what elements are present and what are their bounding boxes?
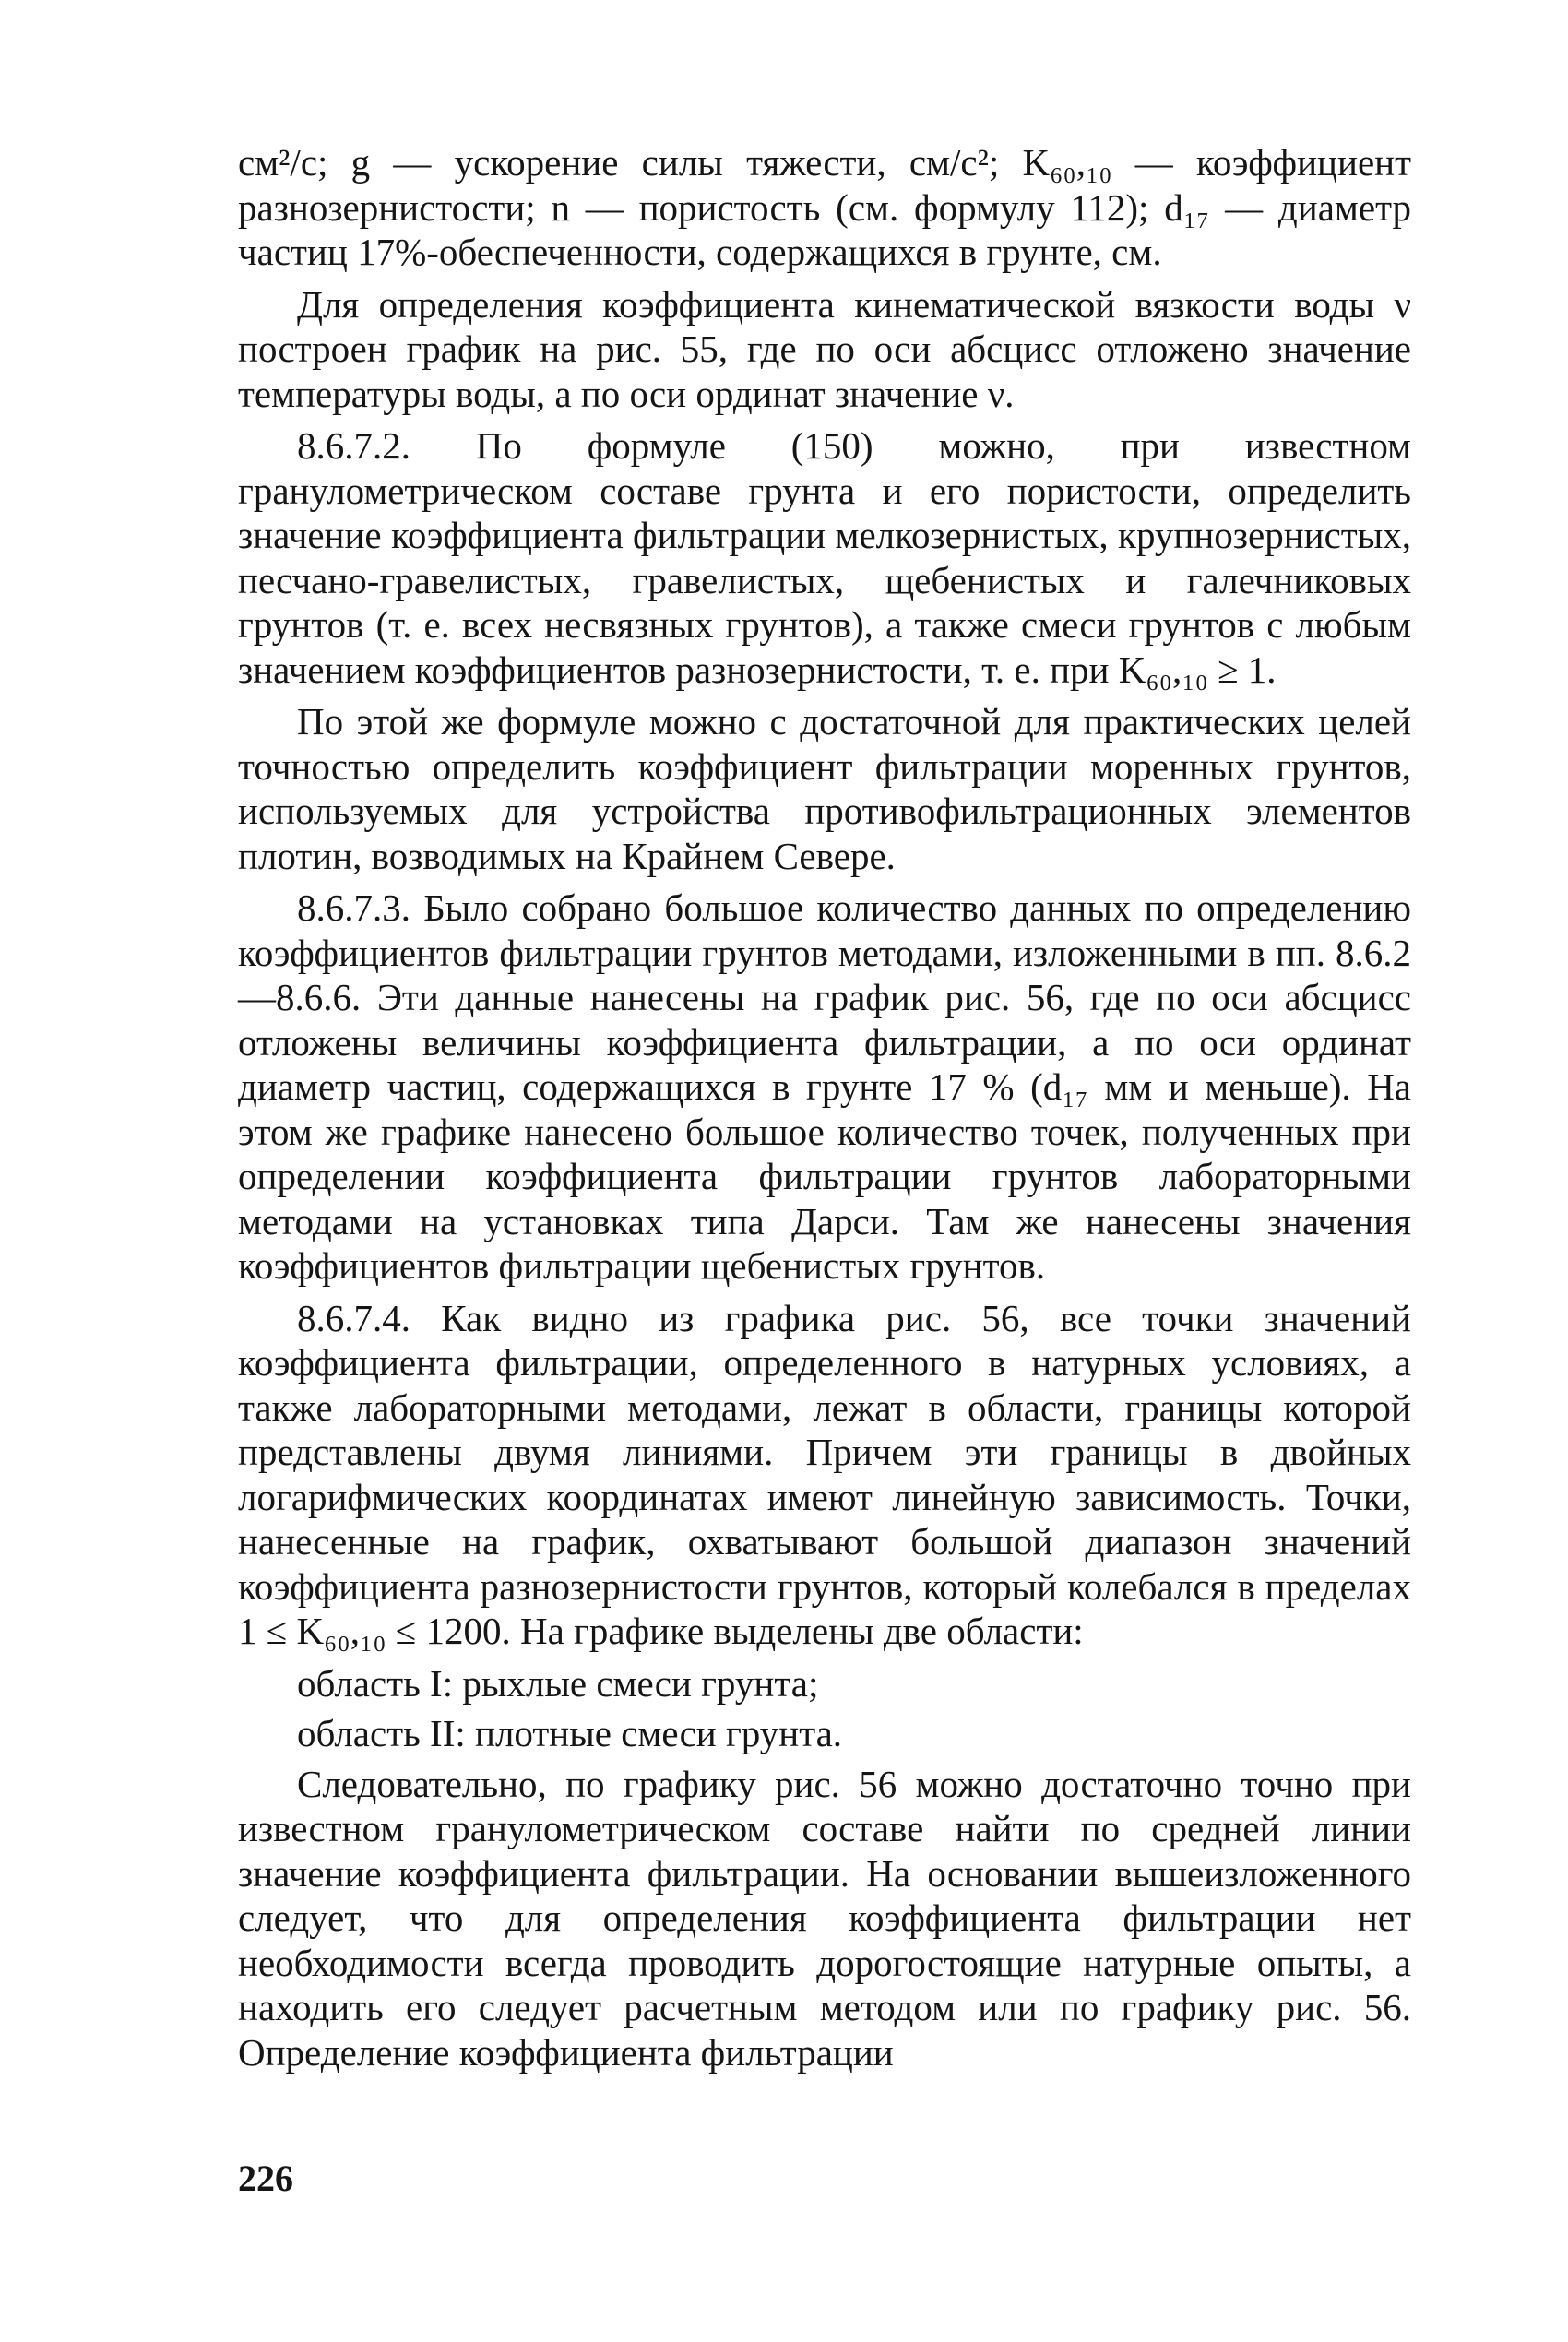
paragraph-8-6-7-3: 8.6.7.3. Было собрано большое количество данных по определению коэффициентов фильтрации грунтов методами, изложенными в пп. 8.6.2—8.6.6. Эти данные нанесены на график рис. 56, где по оси абсцисс отложены величины коэффициента фильтрации, а по оси ординат диаметр частиц, содержащихся в грунте 17 % (d₁₇ мм и меньше). На этом же графике нанесено большое количество точек, полученных при определении коэффициента фильтрации грунтов лабораторными методами на установках типа Дарси. Там же нанесены значения коэффициентов фильтрации щебенистых грунтов. xyxy=(238,886,1411,1287)
page-body xyxy=(238,140,1411,2082)
paragraph-conclusion: Следовательно, по графику рис. 56 можно достаточно точно при известном гранулометрическом составе найти по средней линии значение коэффициента фильтрации. На основании вышеизложенного следует, что для определения коэффициента фильтрации нет необходимости всегда проводить дорогостоящие натурные опыты, а находить его следует расчетным методом или по графику рис. 56. Определение коэффициента фильтрации xyxy=(238,1762,1411,2074)
list-item-area-2: область II: плотные смеси грунта. xyxy=(297,1712,843,1754)
paragraph-8-6-7-4: 8.6.7.4. Как видно из графика рис. 56, все точки значений коэффициента фильтрации, определенного в натурных условиях, а также лабораторными методами, лежат в области, границы которой представлены двумя линиями. Причем эти границы в двойных логарифмических координатах имеют линейную зависимость. Точки, нанесенные на график, охватывают большой диапазон значений коэффициента разнозернистости грунтов, который колебался в пределах 1 ≤ K₆₀,₁₀ ≤ 1200. На графике выделены две области: xyxy=(238,1296,1411,1652)
list-item-area-1: область I: рыхлые смеси грунта; xyxy=(297,1661,819,1705)
paragraph-viscosity: Для определения коэффициента кинематической вязкости воды ν построен график на рис. 55, где по оси абсцисс отложено значение температуры воды, а по оси ординат значение ν. xyxy=(238,282,1411,415)
page-number: 226 xyxy=(238,2158,293,2199)
paragraph-8-6-7-2: 8.6.7.2. По формуле (150) можно, при известном гранулометрическом составе грунта и его пористости, определить значение коэффициента фильтрации мелкозернистых, крупнозернистых, песчано-гравелистых, гравелистых, щебенистых и галечниковых грунтов (т. е. всех несвязных грунтов), а также смеси грунтов с любым значением коэффициентов разнозернистости, т. е. при K₆₀,₁₀ ≥ 1. xyxy=(238,424,1411,691)
paragraph-continuation: см²/с; g — ускорение силы тяжести, см/с²; K₆₀,₁₀ — коэффициент разнозернистости; n — пористость (см. формулу 112); d₁₇ — диаметр частиц 17%-обеспеченности, содержащихся в грунте, см. xyxy=(238,141,1411,273)
paragraph-moraine: По этой же формуле можно с достаточной для практических целей точностью определить коэффициент фильтрации моренных грунтов, используемых для устройства противофильтрационных элементов плотин, возводимых на Крайнем Севере. xyxy=(238,700,1411,877)
